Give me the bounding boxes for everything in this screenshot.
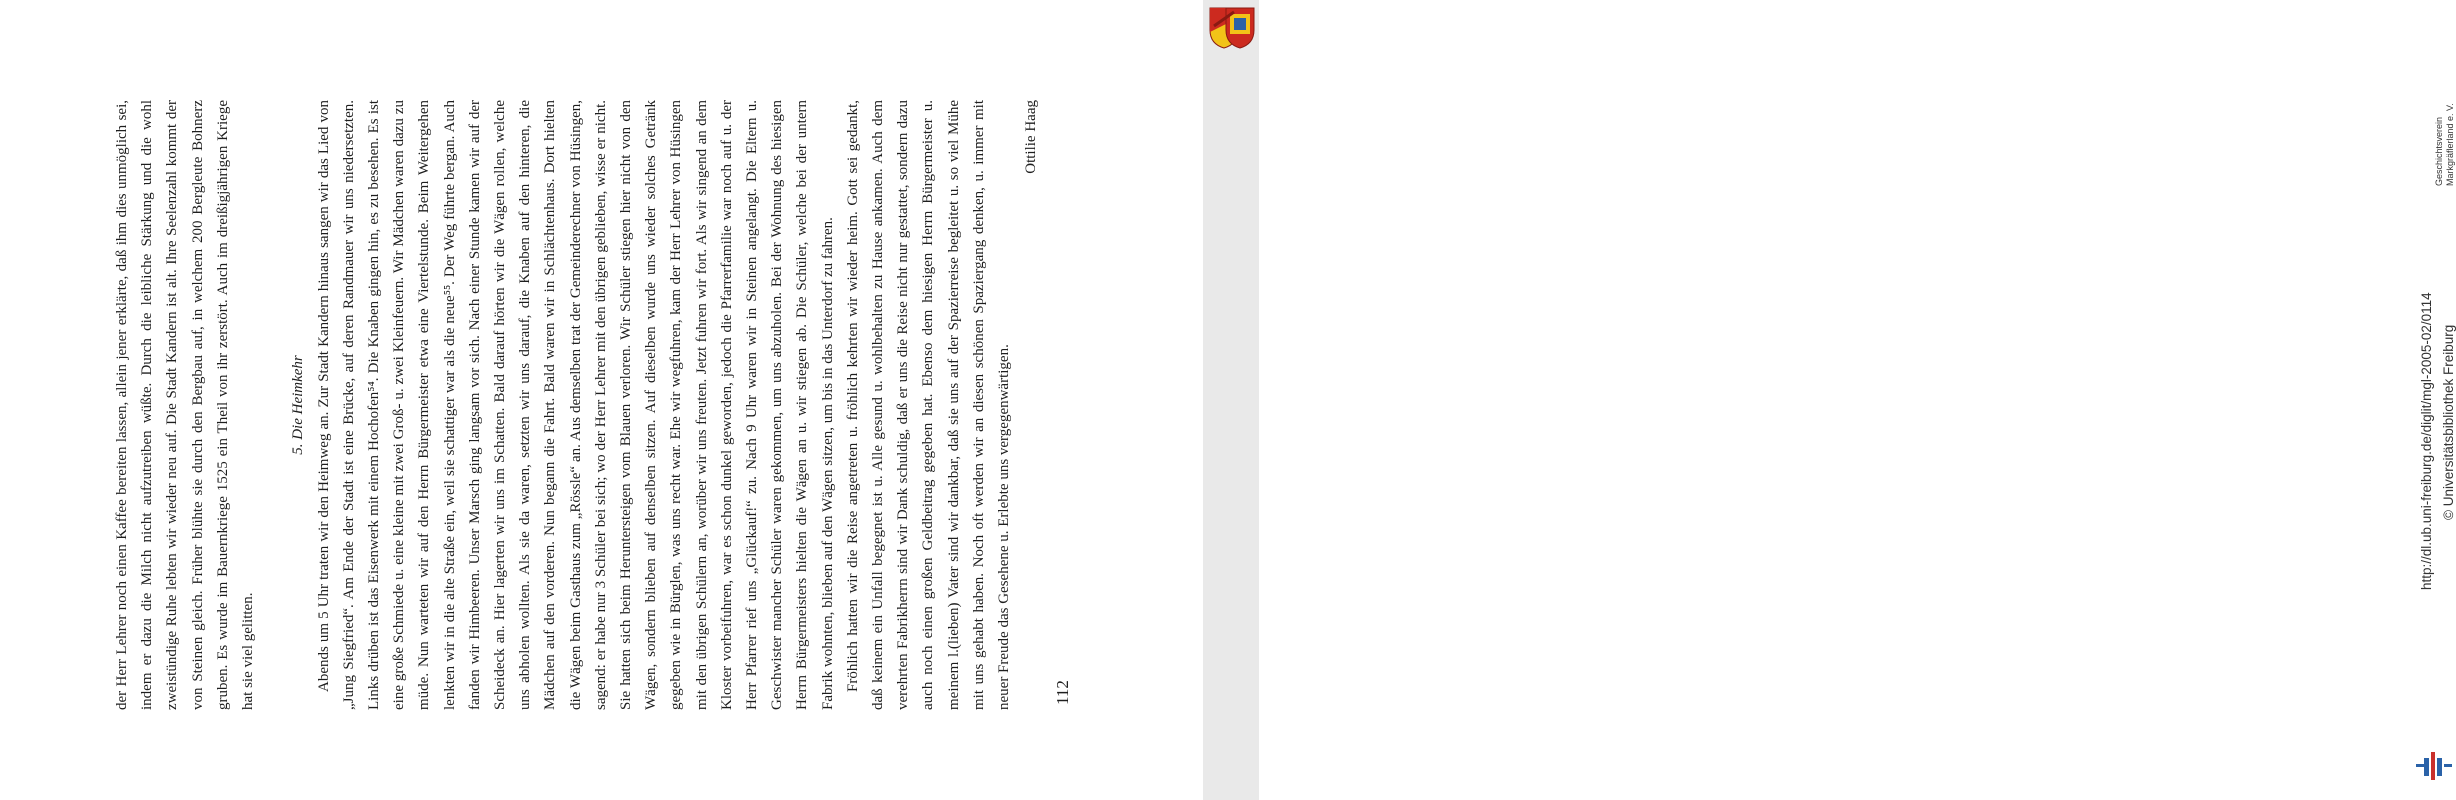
paragraph-heimweg: Abends um 5 Uhr traten wir den Heimweg an. Zur Stadt Kandern hinaus sangen wir das Lied von „Jung Siegfried“. Am Ende der Stadt ist eine Brücke, auf deren Randmauer wir uns niedersetzten. Links drüben ist das Eisenwerk mit einem Hochofen⁵⁴. Die Knaben gingen hin, es zu besehen. Es ist eine große Schmiede u. eine kleine mit zwei Groß- u. zwei Kleinfeuern. Wir Mädchen waren dazu zu müde. Nun warteten wir auf den Herrn Bürgermeister etwa eine Viertelstunde. Beim Weitergehen lenkten wir in die alte Straße ein, weil sie schattiger war als die neue⁵⁵. Der Weg führte bergan. Auch fanden wir Himbeeren. Unser Marsch ging langsam vor sich. Nach einer Stunde kamen wir auf der Scheideck an. Hier lagerten wir uns im Schatten. Bald darauf hörten wir die Wägen rollen, welche uns abholen wollten. Als sie da waren, setzten wir uns darauf, die Knaben auf den hinteren, die Mädchen auf den vorderen. Nun begann die Fahrt. Bald waren wir in Schlächtenhaus. Dort hielten die Wägen beim Gasthaus zum „Rössle“ an. Aus demselben trat der Gemeinderechner von Hüsingen, sagend: er habe nur 3 Schüler bei sich; wo der Herr Lehrer mit den übrigen geblieben, wisse er nicht. Sie hatten sich beim Heruntersteigen vom Blauen verloren. Wir Schüler stiegen hier nicht von den Wägen, sondern blieben auf denselben sitzen. Auf dieselben wurde uns wieder solches Getränk gegeben wie in Bürglen, was uns recht war. Ehe wir wegfuhren, kam der Herr Lehrer von Hüsingen mit den übrigen Schülern an, worüber wir uns freuten. Jetzt fuhren wir fort. Als wir singend an dem Kloster vorbeifuhren, war es schon dunkel geworden, jedoch die Pfarrerfamilie war noch auf u. der Herr Pfarrer rief uns „Glückauf!“ zu. Nach 9 Uhr waren wir in Steinen angelangt. Die Eltern u. Geschwister mancher Schüler waren gekommen, um uns abzuholen. Bei der Wohnung des hiesigen Herrn Bürgermeisters hielten die Wägen an u. wir stiegen ab. Die Schüler, welche bei der untern Fabrik wohnten, blieben auf den Wägen sitzen, um bis in das Unterdorf zu fahren.: [315, 100, 836, 710]
ub-freiburg-logo-icon: [2414, 748, 2456, 782]
paragraph-kandern: der Herr Lehrer noch einen Kaffee bereiten lassen, allein jener erklärte, daß ihm dies unmöglich sei, indem er dazu die Milch nicht aufzutreiben wüßte. Durch die leibliche Stärkung und die wohl zweistündige Ruhe lebten wir wieder neu auf. Die Stadt Kandern ist alt. Ihre Seelenzahl kommt der von Steinen gleich. Früher blühte sie durch den Bergbau auf, in welchem 200 Bergleute Bohnerz gruben. Es wurde im Bauernkriege 1525 ein Theil von ihr zerstört. Auch im dreißigjährigen Kriege hat sie viel gelitten.: [114, 100, 257, 710]
society-line1: Geschichtsverein: [2434, 116, 2444, 186]
author-signature: Ottilie Haag: [1023, 100, 1040, 174]
section-heading: 5. Die Heimkehr: [290, 355, 307, 455]
page-number: 112: [1053, 680, 1072, 705]
society-line2: Markgräflerland e. V.: [2445, 103, 2455, 186]
paragraph-froehlich: Fröhlich hatten wir die Reise angetreten u. fröhlich kehrten wir wieder heim. Gott sei gedankt, daß keinem ein Unfall begegnet ist u. Alle gesund u. wohlbehalten zu Hause ankamen. Auch dem verehrten Fabrikherrn sind wir Dank schuldig, daß er uns die Reise nicht nur gestattet, sondern dazu auch noch einen großen Geldbeitrag gegeben hat. Ebenso dem hiesigen Herrn Bürgermeister u. meinem l.(lieben) Vater sind wir dankbar, daß sie uns auf der Spazierreise begleitet u. so viel Mühe mit uns gehabt haben. Noch oft werden wir an diesen schönen Spaziergang denken, u. immer mit neuer Freude das Gesehene u. Erlebte uns vergegenwärtigen.: [844, 100, 1013, 710]
sidebar: [1203, 0, 2456, 800]
document-page: [0, 0, 1203, 800]
copyright-notice: © Universitätsbibliothek Freiburg: [2441, 324, 2456, 520]
society-name: [2434, 103, 2456, 186]
source-url-link[interactable]: http://dl.ub.uni-freiburg.de/diglit/mgl-2005-02/0114: [2419, 292, 2434, 590]
coat-of-arms-icon: [1208, 6, 1256, 50]
page-body: [110, 100, 1040, 710]
